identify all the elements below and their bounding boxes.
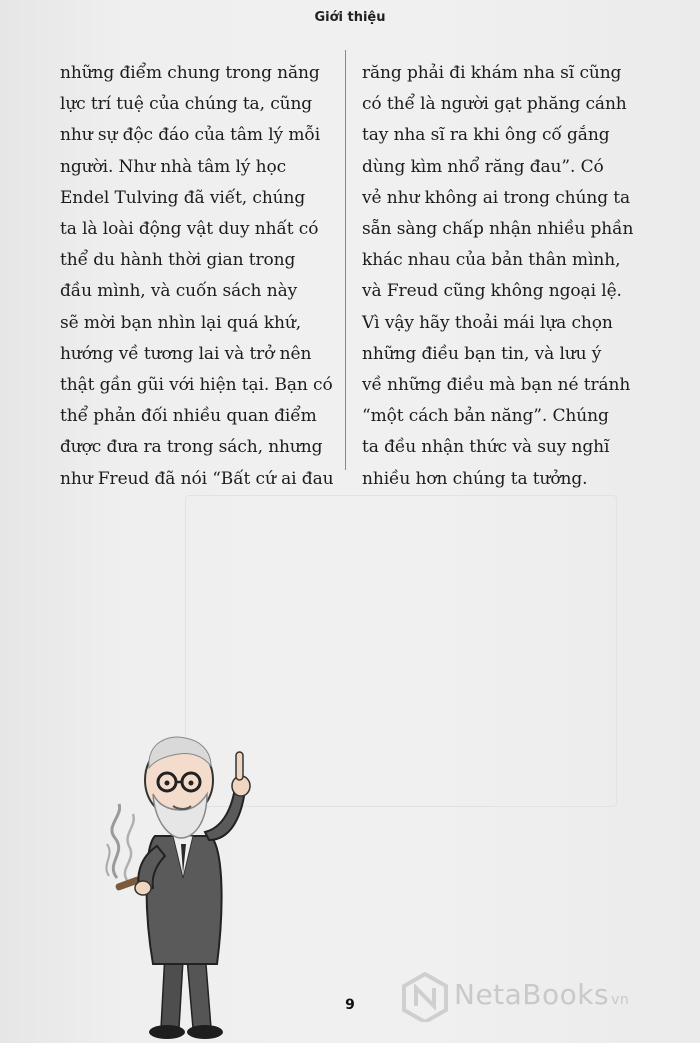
text-column-left <box>60 58 345 495</box>
text-line: răng phải đi khám nha sĩ cũng <box>362 63 622 83</box>
text-line: thật gần gũi với hiện tại. Bạn có <box>60 375 333 396</box>
text-line: dùng kìm nhổ răng đau”. Có <box>362 156 604 177</box>
column-divider <box>345 50 346 470</box>
text-line: những điều bạn tin, và lưu ý <box>362 343 602 364</box>
text-line: thể phản đối nhiều quan điểm <box>60 406 317 427</box>
text-line: ta là loài động vật duy nhất có <box>60 219 319 240</box>
text-line: hướng về tương lai và trở nên <box>60 343 312 364</box>
text-line: khác nhau của bản thân mình, <box>362 250 621 271</box>
text-line: ta đều nhận thức và suy nghĩ <box>362 437 610 458</box>
text-line: Endel Tulving đã viết, chúng <box>60 187 306 208</box>
text-line: như sự độc đáo của tâm lý mỗi <box>60 125 321 146</box>
text-line: “một cách bản năng”. Chúng <box>362 406 609 427</box>
text-line: thể du hành thời gian trong <box>60 250 296 271</box>
watermark-brand: NetaBooks <box>454 978 610 1011</box>
text-line: vẻ như không ai trong chúng ta <box>362 187 631 208</box>
watermark <box>398 968 698 1028</box>
text-line: tay nha sĩ ra khi ông cố gắng <box>362 125 610 146</box>
text-line: người. Như nhà tâm lý học <box>60 156 287 177</box>
text-line: sẵn sàng chấp nhận nhiều phần <box>362 219 634 240</box>
text-column-right <box>362 58 652 495</box>
text-line: có thể là người gạt phăng cánh <box>362 94 627 115</box>
text-line: sẽ mời bạn nhìn lại quá khứ, <box>60 312 302 333</box>
watermark-text <box>454 978 629 1011</box>
text-line: như Freud đã nói “Bất cứ ai đau <box>60 468 334 489</box>
text-line: đầu mình, và cuốn sách này <box>60 281 298 302</box>
freud-caricature-icon <box>95 728 285 1043</box>
running-head: Giới thiệu <box>314 10 386 25</box>
text-line: về những điều mà bạn né tránh <box>362 375 631 396</box>
page-number: 9 <box>345 997 355 1013</box>
watermark-suffix: vn <box>611 992 630 1008</box>
text-line: lực trí tuệ của chúng ta, cũng <box>60 94 313 115</box>
text-line: những điểm chung trong năng <box>60 63 320 83</box>
text-line: được đưa ra trong sách, nhưng <box>60 437 323 458</box>
netabooks-logo-icon <box>400 972 450 1022</box>
text-line: và Freud cũng không ngoại lệ. <box>362 281 622 302</box>
text-line: nhiều hơn chúng ta tưởng. <box>362 468 588 489</box>
text-line: Vì vậy hãy thoải mái lựa chọn <box>362 312 613 333</box>
